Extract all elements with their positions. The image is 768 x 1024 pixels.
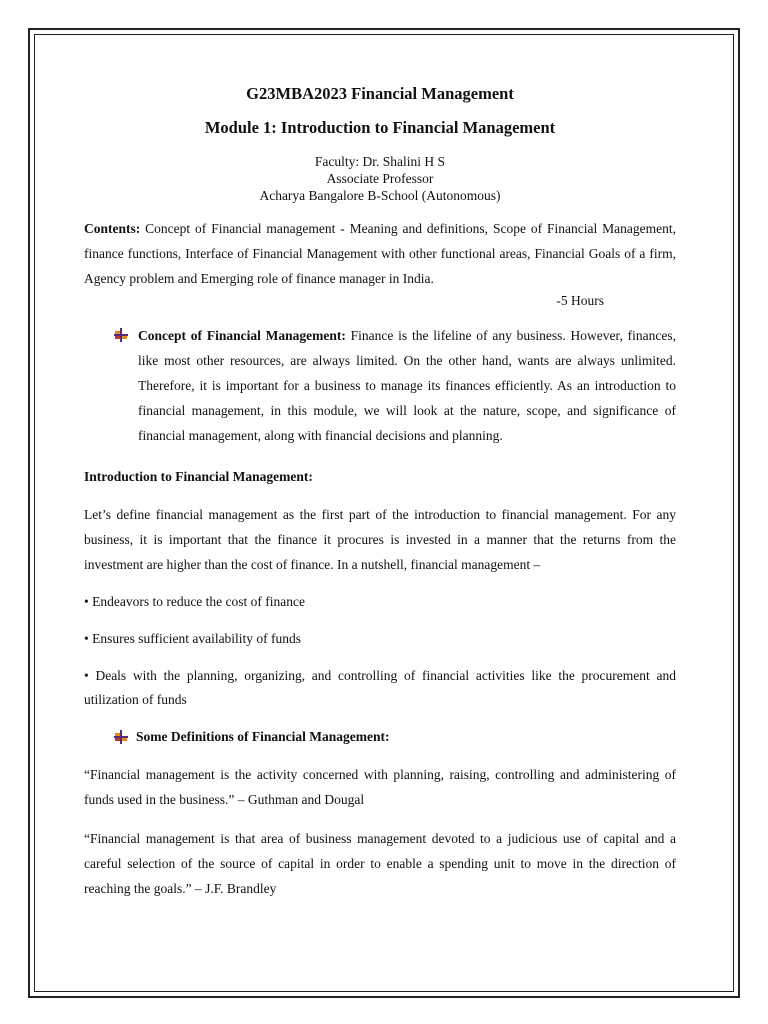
introduction-heading: Introduction to Financial Management: — [84, 469, 313, 484]
list-item: • Ensures sufficient availability of funds — [84, 631, 302, 646]
document-body — [84, 84, 676, 901]
document-title: G23MBA2023 Financial Management — [246, 84, 514, 103]
faculty-institution: Acharya Bangalore B-School (Autonomous) — [259, 188, 501, 203]
definition-quote-1: “Financial management is the activity concerned with planning, raising, controlling and administering of funds used in the business.” – Guthman and Dougal — [84, 767, 676, 807]
faculty-designation: Associate Professor — [326, 171, 434, 186]
list-item: • Endeavors to reduce the cost of finance — [84, 594, 306, 609]
contents-paragraph — [84, 216, 676, 291]
contents-label: Contents: — [84, 221, 141, 236]
faculty-block — [84, 153, 676, 204]
definition-quote-2: “Financial management is that area of business management devoted to a judicious use of capital and a careful selection of the source of capital in order to enable a spending unit to move in the direction of reaching the goals.” – J.F. Brandley — [84, 831, 676, 896]
definitions-section-header — [84, 726, 676, 748]
bullet-arrow-icon — [114, 730, 128, 744]
concept-heading: Concept of Financial Management: — [138, 328, 346, 343]
definitions-heading: Some Definitions of Financial Management: — [136, 729, 390, 744]
contents-hours: -5 Hours — [556, 293, 604, 308]
module-title: Module 1: Introduction to Financial Management — [204, 118, 556, 137]
list-item: • Deals with the planning, organizing, and controlling of financial activities like the procurement and utilization of funds — [84, 668, 676, 707]
contents-text: Concept of Financial management - Meaning and definitions, Scope of Financial Management, finance functions, Interface of Financial Management with other functional areas, Financial Goals of a firm, Agency problem and Emerging role of finance manager in India. — [84, 221, 676, 286]
faculty-name: Faculty: Dr. Shalini H S — [314, 154, 446, 169]
concept-text: Finance is the lifeline of any business. However, finances, like most other resources, are always limited. On the other hand, wants are always unlimited. Therefore, it is important for a business to manage its finances efficiently. As an introduction to financial management, in this module, we will look at the nature, scope, and significance of financial management, along with financial decisions and planning. — [138, 328, 676, 443]
introduction-paragraph: Let’s define financial management as the first part of the introduction to financial management. For any business, it is important that the finance it procures is invested in a manner that the returns from the investment are higher than the cost of finance. In a nutshell, financial management – — [84, 507, 676, 572]
concept-paragraph — [138, 323, 676, 448]
bullet-arrow-icon — [114, 328, 128, 342]
concept-section — [84, 323, 676, 448]
